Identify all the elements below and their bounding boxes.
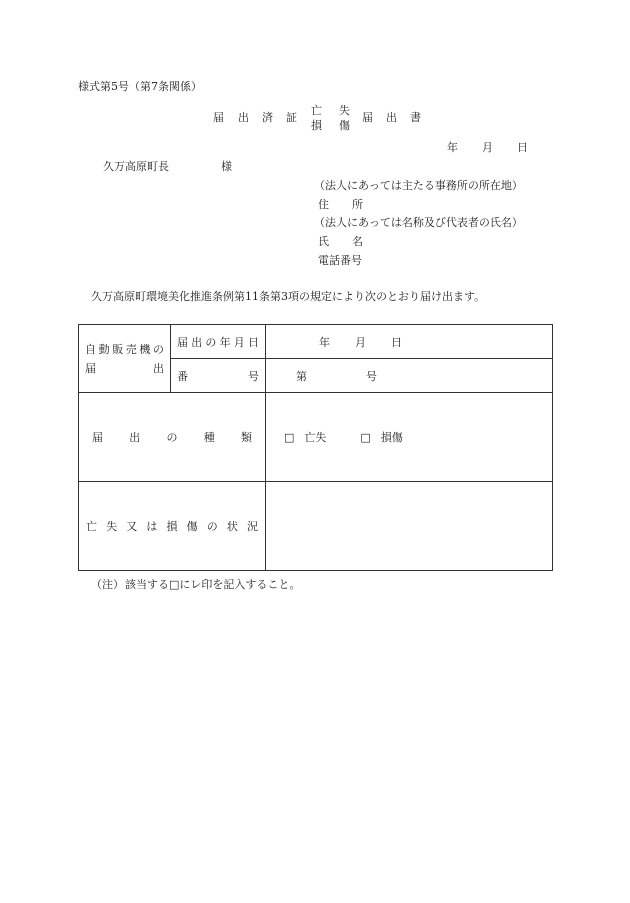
label-char: 番 [177, 369, 188, 383]
loss-damage-status-label [79, 482, 266, 571]
label-char: 動 [98, 343, 110, 356]
lost-option-label: 亡失 [304, 431, 327, 444]
name-label-char: 氏 [318, 235, 329, 248]
label-char: 損 [166, 520, 178, 533]
footnote-text: 該当する□にレ印を記入すること。 [125, 578, 301, 591]
title-char: 証 [286, 111, 297, 124]
notification-type-options [266, 393, 553, 482]
label-char: 月 [233, 335, 245, 349]
form-number: 様式第5号（第7条関係） [78, 80, 202, 93]
title-char: 済 [262, 111, 273, 124]
label-char: 年 [219, 335, 231, 349]
label-char: 機 [139, 343, 151, 356]
title-char: 出 [238, 111, 249, 124]
label-char: 又 [126, 520, 138, 533]
label-char: 販 [112, 343, 124, 356]
number-label [171, 359, 266, 393]
number-suffix: 号 [366, 369, 377, 383]
footnote-mark: （注） [91, 578, 124, 591]
date-year-label: 年 [447, 141, 458, 154]
title-stack-bottom: 損 [311, 119, 322, 132]
damaged-option-label: 損傷 [380, 431, 403, 444]
notification-date-label [171, 325, 266, 359]
label-char: 号 [248, 369, 259, 383]
addressee-honorific: 様 [221, 160, 232, 173]
number-prefix: 第 [296, 369, 307, 383]
lost-checkbox[interactable]: □ [284, 430, 295, 444]
phone-label: 電話番号 [318, 254, 362, 267]
date-month-label: 月 [482, 141, 493, 154]
applicant-note-address: （法人にあっては主たる事務所の所在地） [314, 179, 523, 192]
label-char: は [146, 520, 158, 533]
date-day-label: 日 [517, 141, 528, 154]
title-char: 書 [410, 111, 421, 124]
title-char: 届 [362, 111, 373, 124]
intro-text: 久万高原町環境美化推進条例第11条第3項の規定により次のとおり届け出ます。 [91, 290, 486, 303]
loss-damage-status-field[interactable] [266, 482, 553, 571]
title-stack-top: 亡 [311, 104, 322, 117]
label-char: 売 [125, 343, 137, 356]
notification-table [78, 324, 553, 571]
label-char: 傷 [186, 520, 198, 533]
title-stack-bottom: 傷 [339, 119, 350, 132]
title-char: 出 [386, 111, 397, 124]
date-day: 日 [391, 335, 402, 349]
name-label-char: 名 [352, 235, 363, 248]
label-char: 種 [203, 431, 215, 444]
label-char: 状 [226, 520, 238, 533]
label-char: 亡 [86, 520, 97, 533]
label-char: の [205, 335, 217, 349]
label-char: の [166, 431, 178, 444]
number-field[interactable] [266, 359, 553, 393]
title-char: 届 [213, 111, 224, 124]
label-char: 自 [85, 343, 96, 356]
addressee-name: 久万高原町長 [103, 160, 169, 173]
applicant-note-name: （法人にあっては名称及び代表者の氏名） [314, 216, 523, 229]
label-char: 届 [85, 362, 96, 375]
notification-date-field[interactable] [266, 325, 553, 359]
label-char: の [152, 343, 164, 356]
label-char: の [206, 520, 218, 533]
label-char: 類 [241, 431, 252, 444]
damaged-checkbox[interactable]: □ [360, 430, 371, 444]
label-char: 失 [106, 520, 118, 533]
label-char: 日 [247, 335, 259, 349]
vending-machine-notification-label [79, 325, 171, 393]
address-label-char: 所 [352, 198, 363, 211]
label-char: 出 [191, 335, 203, 349]
date-month: 月 [355, 335, 366, 349]
label-char: 出 [129, 431, 141, 444]
label-char: 出 [153, 362, 164, 375]
label-char: 況 [247, 520, 258, 533]
title-stack-top: 失 [339, 104, 350, 117]
date-year: 年 [319, 335, 330, 349]
address-label-char: 住 [318, 198, 329, 211]
notification-type-label [79, 393, 266, 482]
label-char: 届 [92, 431, 103, 444]
label-char: 届 [177, 335, 188, 349]
